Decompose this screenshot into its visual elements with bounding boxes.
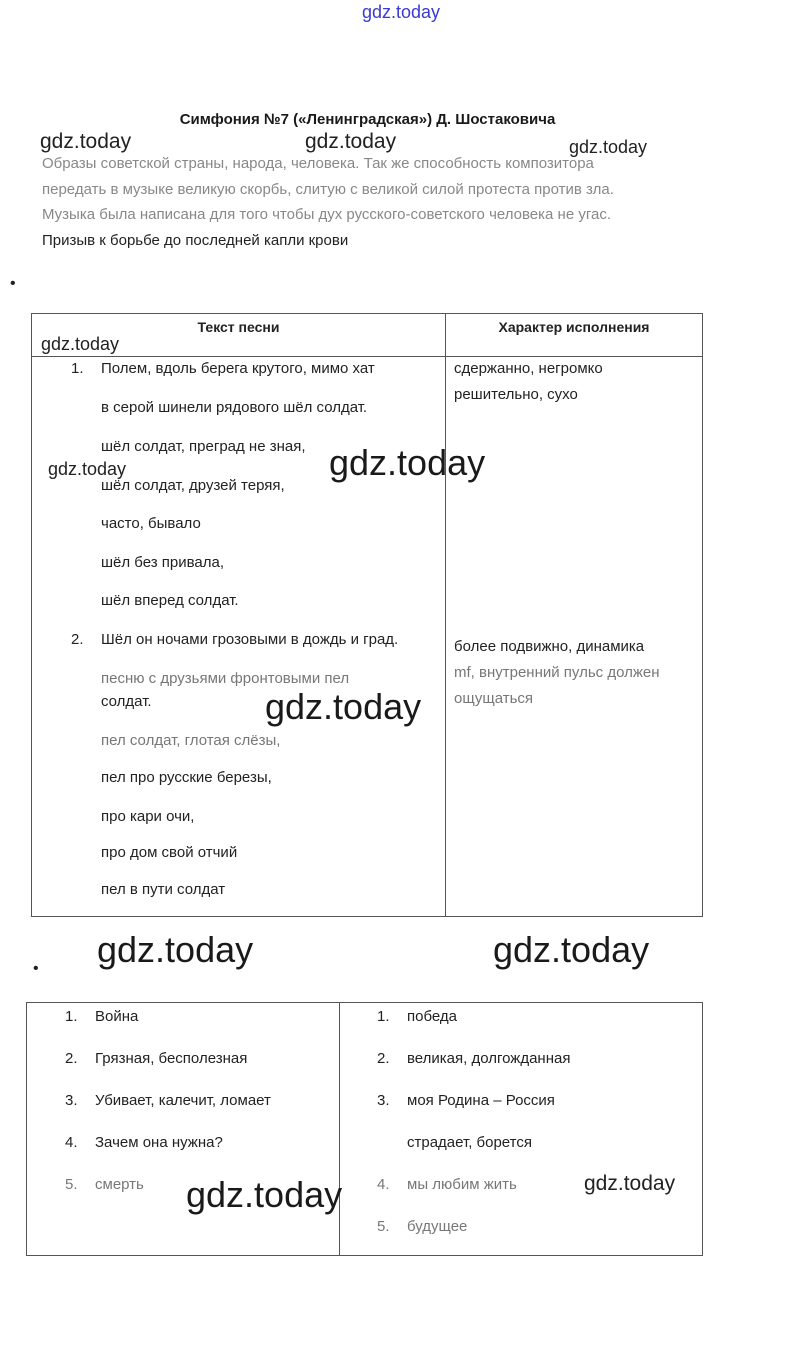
watermark: gdz.today	[186, 1174, 343, 1215]
verse1-line: Полем, вдоль берега крутого, мимо хат	[101, 360, 375, 377]
table-header-divider	[32, 356, 702, 357]
right-item-number: 4.	[377, 1176, 390, 1193]
watermark: gdz.today	[305, 130, 397, 153]
bullet-2: •	[33, 960, 39, 977]
right-item-number: 2.	[377, 1050, 390, 1067]
verse2-line: пел в пути солдат	[101, 881, 226, 898]
left-item: Зачем она нужна?	[95, 1134, 223, 1151]
verse1-line: шёл вперед солдат.	[101, 592, 239, 609]
intro-line-4: Призыв к борьбе до последней капли крови	[42, 232, 349, 249]
watermark: gdz.today	[265, 686, 422, 727]
right-item: великая, долгожданная	[407, 1050, 571, 1067]
verse2-line: песню с друзьями фронтовыми пел	[101, 670, 350, 687]
site-header-link[interactable]: gdz.today	[362, 2, 441, 22]
right-item-number: 3.	[377, 1092, 390, 1109]
verse1-line: шёл солдат, преград не зная,	[101, 438, 306, 455]
left-item: Убивает, калечит, ломает	[95, 1092, 271, 1109]
watermark: gdz.today	[584, 1172, 676, 1195]
right-item-number: 1.	[377, 1008, 390, 1025]
watermark: gdz.today	[97, 929, 254, 970]
left-item-number: 1.	[65, 1008, 78, 1025]
verse2-character: более подвижно, динамика	[454, 638, 645, 655]
verse2-character: mf, внутренний пульс должен	[454, 664, 660, 681]
verse2-line: Шёл он ночами грозовыми в дождь и град.	[101, 631, 399, 648]
verse1-line: шёл солдат, друзей теряя,	[101, 477, 285, 494]
table-divider	[445, 314, 446, 916]
header-character: Характер исполнения	[498, 319, 650, 335]
war-victory-table	[26, 1002, 703, 1256]
left-item: Грязная, бесполезная	[95, 1050, 248, 1067]
verse2-character: ощущаться	[454, 690, 534, 707]
watermark: gdz.today	[41, 334, 120, 354]
watermark: gdz.today	[48, 459, 127, 479]
watermark: gdz.today	[40, 130, 132, 153]
intro-line-2: передать в музыке великую скорбь, слитую с великой силой протеста против зла.	[42, 181, 614, 198]
watermark: gdz.today	[493, 929, 650, 970]
intro-line-3: Музыка была написана для того чтобы дух русского-советского человека не угас.	[42, 206, 611, 223]
table-divider	[339, 1003, 340, 1255]
intro-line-1: Образы советской страны, народа, человека. Так же способность композитора	[42, 155, 594, 172]
left-item: смерть	[95, 1176, 144, 1193]
right-item: страдает, борется	[407, 1134, 532, 1151]
left-item-number: 5.	[65, 1176, 78, 1193]
verse2-line: про дом свой отчий	[101, 844, 238, 861]
verse1-line: шёл без привала,	[101, 554, 225, 571]
verse2-line: солдат.	[101, 693, 152, 710]
verse2-number: 2.	[71, 631, 84, 648]
page-title: Симфония №7 («Ленинградская») Д. Шостаковича	[179, 111, 556, 128]
header-song-text: Текст песни	[197, 319, 280, 335]
verse1-character: сдержанно, негромко	[454, 360, 603, 377]
watermark: gdz.today	[569, 137, 648, 157]
right-item: моя Родина – Россия	[407, 1092, 555, 1109]
watermark: gdz.today	[329, 442, 486, 483]
verse2-line: про кари очи,	[101, 808, 195, 825]
bullet-1: •	[10, 275, 16, 292]
song-table	[31, 313, 703, 917]
verse2-line: пел про русские березы,	[101, 769, 272, 786]
verse1-line: в серой шинели рядового шёл солдат.	[101, 399, 368, 416]
right-item: будущее	[407, 1218, 468, 1235]
verse2-line: пел солдат, глотая слёзы,	[101, 732, 281, 749]
right-item: победа	[407, 1008, 457, 1025]
verse1-line: часто, бывало	[101, 515, 201, 532]
left-item-number: 2.	[65, 1050, 78, 1067]
left-item-number: 4.	[65, 1134, 78, 1151]
left-item: Война	[95, 1008, 139, 1025]
right-item: мы любим жить	[407, 1176, 517, 1193]
left-item-number: 3.	[65, 1092, 78, 1109]
right-item-number: 5.	[377, 1218, 390, 1235]
verse1-number: 1.	[71, 360, 84, 377]
verse1-character: решительно, сухо	[454, 386, 578, 403]
